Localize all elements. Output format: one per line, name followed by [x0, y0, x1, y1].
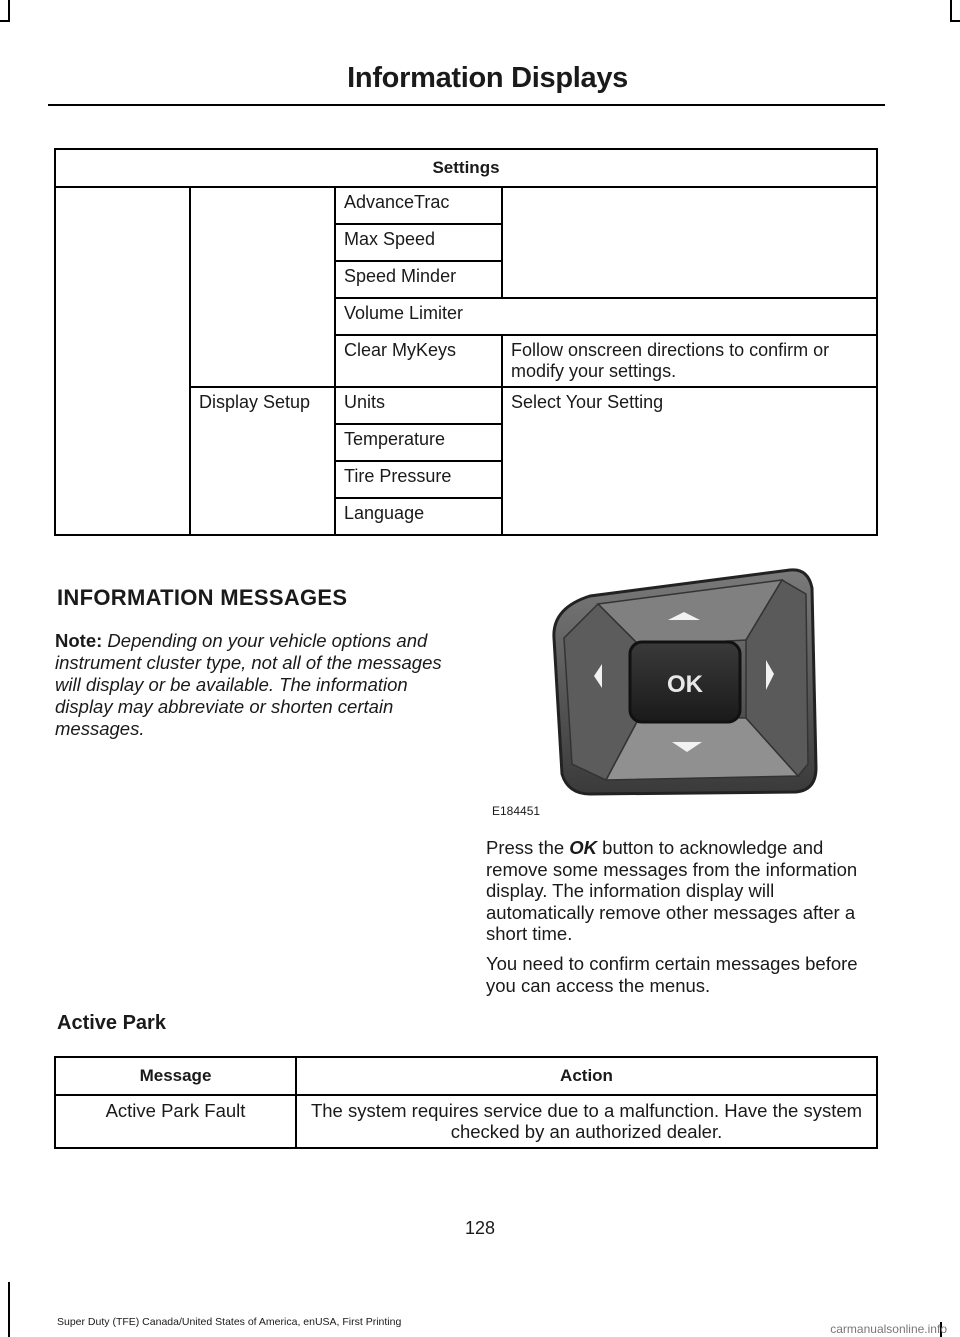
settings-option: Language	[335, 498, 502, 535]
table-row	[55, 1095, 877, 1148]
settings-option: Max Speed	[335, 224, 502, 261]
para1-button: OK	[569, 837, 598, 858]
crop-mark	[950, 20, 960, 22]
section-heading: INFORMATION MESSAGES	[57, 585, 348, 610]
crop-mark	[8, 1282, 10, 1337]
page-header-title: Information Displays	[347, 62, 628, 94]
watermark: carmanualsonline.info	[830, 1322, 947, 1336]
note-text: Depending on your vehicle options and instrument cluster type, not all of the messages will display or be available. The information display may abbreviate or shorten certain messages.	[55, 630, 442, 739]
action-cell: The system requires service due to a malfunction. Have the system checked by an authorized dealer.	[296, 1095, 877, 1148]
settings-action: Follow onscreen directions to confirm or modify your settings.	[502, 335, 877, 387]
ok-button-label: OK	[667, 671, 703, 698]
crop-mark	[950, 0, 952, 20]
confirm-messages-paragraph: You need to confirm certain messages before you can access the menus.	[486, 953, 858, 996]
settings-blank-cell	[190, 187, 335, 387]
settings-option: Tire Pressure	[335, 461, 502, 498]
note-label: Note:	[55, 630, 103, 651]
para1-suffix: button to acknowledge and remove some messages from the information display. The information display will automatically remove other messages after a short time.	[486, 837, 858, 944]
active-park-table	[54, 1056, 878, 1149]
settings-option: AdvanceTrac	[335, 187, 502, 224]
para1-prefix: Press the	[486, 837, 570, 858]
settings-group: Display Setup	[190, 387, 335, 535]
figure-id: E184451	[492, 804, 541, 818]
crop-mark	[8, 0, 10, 20]
column-header-message: Message	[55, 1057, 296, 1095]
steering-wheel-control-figure	[550, 568, 820, 796]
settings-action: Select Your Setting	[502, 387, 877, 535]
footer-text: Super Duty (TFE) Canada/United States of America, enUSA, First Printing	[57, 1316, 402, 1328]
settings-blank-cell	[502, 187, 877, 298]
message-cell: Active Park Fault	[55, 1095, 296, 1148]
ok-button-paragraph	[486, 837, 878, 945]
header-rule	[48, 104, 885, 106]
crop-mark	[0, 20, 10, 22]
column-header-action: Action	[296, 1057, 877, 1095]
active-park-heading: Active Park	[57, 1012, 166, 1034]
settings-blank-cell	[55, 187, 190, 535]
settings-table	[54, 148, 878, 536]
settings-option: Clear MyKeys	[335, 335, 502, 387]
settings-option: Temperature	[335, 424, 502, 461]
note-paragraph	[55, 630, 445, 740]
settings-option: Speed Minder	[335, 261, 502, 298]
settings-option: Volume Limiter	[335, 298, 877, 335]
settings-option: Units	[335, 387, 502, 424]
page-number: 128	[464, 1218, 496, 1238]
settings-table-title: Settings	[55, 149, 877, 187]
